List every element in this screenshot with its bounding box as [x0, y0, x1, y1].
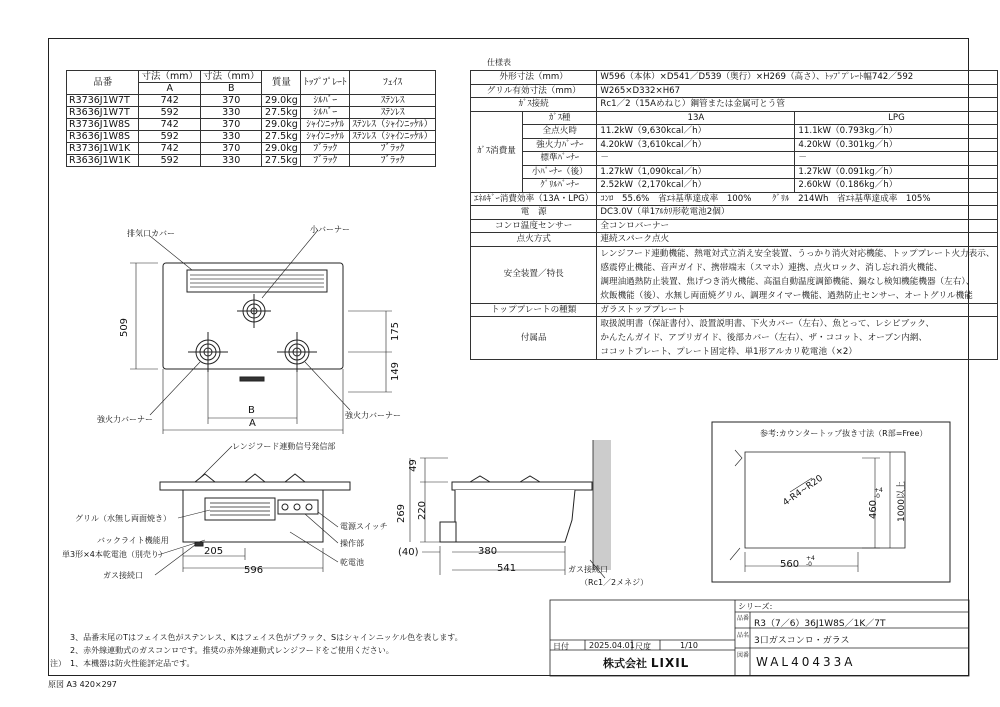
grill-label: グリル（水無し両面焼き）	[75, 514, 171, 523]
header-topplate: ﾄｯﾌﾟﾌﾟﾚｰﾄ	[301, 71, 350, 95]
break-mark	[735, 450, 742, 466]
mass-cell: 27.5kg	[262, 107, 301, 119]
dim-a-cell: 742	[139, 143, 201, 155]
power-value: DC3.0V（単1ｱﾙｶﾘ形乾電池2個）	[597, 206, 998, 220]
eff-grill-val: 214Wh	[798, 193, 829, 204]
control-indicator	[240, 377, 264, 381]
side-front-panel	[440, 522, 456, 542]
note-2: 2、赤外線連動式のガスコンロです。推奨の赤外線連動式レンジフードをご使用ください。	[70, 646, 394, 655]
topplate-cell: ｼｬｲﾝﾆｯｹﾙ	[301, 119, 350, 131]
company-name	[603, 655, 689, 671]
dim-a-cell: 592	[139, 155, 201, 167]
code-value: WAL40433A	[756, 655, 856, 669]
ignition-value: 連続スパーク点火	[597, 233, 998, 247]
topplate-cell: ﾌﾞﾗｯｸ	[301, 155, 350, 167]
topplate-value: ガラストッププレート	[597, 303, 998, 317]
side-body	[455, 490, 575, 542]
consumption-lpg: －	[795, 152, 998, 166]
cutout-height-tol: +4 -0	[874, 487, 883, 500]
grill-dim-value: W265×D332×H67	[597, 84, 998, 98]
consumption-13a: 4.20kW（3,610kcal／h）	[597, 138, 795, 152]
face-cell: ｽﾃﾝﾚｽ	[350, 95, 436, 107]
wall	[593, 440, 611, 570]
safety-line: 感震停止機能、音声ガイド、携帯端末（スマホ）連携、点火ロック、消し忘れ消火機能、	[600, 262, 943, 273]
sensor-label: コンロ温度センサー	[471, 219, 597, 233]
face-cell: ｽﾃﾝﾚｽ（ｼｬｲﾝﾆｯｹﾙ）	[350, 131, 436, 143]
scale-value: 1/10	[680, 641, 698, 650]
dim-a: A	[249, 418, 256, 429]
model-cell: R3736J1W7T	[67, 95, 139, 107]
face-cell: ﾌﾞﾗｯｸ	[350, 143, 436, 155]
efficiency-label: ｴﾈﾙｷﾞｰ消費効率（13A・LPG）	[471, 192, 597, 206]
date-label: 日付	[553, 642, 569, 651]
mass-cell: 29.0kg	[262, 95, 301, 107]
header-dim-a: 寸法（mm）	[139, 71, 201, 83]
dim-b-cell: 370	[200, 143, 262, 155]
subheader-a: A	[139, 83, 201, 95]
drawing-size: 原図 A3 420×297	[48, 680, 117, 689]
eff-grill: ｸﾞﾘﾙ	[772, 193, 790, 204]
subheader-b: B	[200, 83, 262, 95]
accessories-line: ココットプレート、プレート固定枠、単1形アルカリ乾電池（×2）	[600, 347, 857, 357]
note-3: 3、品番末尾のTはフェイス色がステンレス、Kはフェイス色がブラック、Sはシャインニッケル色を表します。	[70, 633, 463, 642]
notes-prefix: 注）	[50, 659, 66, 668]
cutout-width-tol: +4 -0	[806, 555, 815, 568]
gas-conn-label-front: ガス接続口	[103, 571, 143, 580]
grill-door	[205, 498, 275, 520]
control-label: 操作部	[340, 539, 364, 548]
dim-b-cell: 330	[200, 131, 262, 143]
battery-label: 乾電池	[340, 558, 364, 567]
consumption-row-name: 小ﾊﾞｰﾅｰ（後）	[523, 165, 597, 179]
power-label: 電 源	[471, 206, 597, 220]
topplate-cell: ｼﾙﾊﾞｰ	[301, 107, 350, 119]
accessories-line: かんたんガイド、アプリガイド、後部カバー（左右）、ザ・ココット、オーブン内網、	[600, 333, 928, 343]
company-label: 株式会社	[603, 657, 647, 670]
model-cell: R3736J1W1K	[67, 143, 139, 155]
face-cell: ｽﾃﾝﾚｽ	[350, 107, 436, 119]
dim-149: 149	[390, 361, 402, 382]
date-value: 2025.04.01	[589, 641, 635, 650]
series-label: シリーズ:	[738, 602, 773, 611]
strong-burner-right-label: 強火力バーナー	[345, 411, 401, 420]
consumption-lpg: 4.20kW（0.301kg／h）	[795, 138, 998, 152]
small-burner-label: 小バーナー	[310, 225, 350, 234]
countertop-view	[712, 422, 950, 582]
range-hood-label: レンジフード連動信号発信部	[232, 442, 336, 451]
accessories-label: 付属品	[471, 317, 597, 360]
mass-cell: 29.0kg	[262, 143, 301, 155]
accessories-line: 取扱説明書（保証書付）、設置説明書、下火カバー（左右）、魚とって、レシピブック、	[600, 319, 935, 329]
exhaust-cover-label: 排気口カバー	[127, 229, 175, 238]
exhaust-cover	[187, 270, 327, 292]
consumption-row-name: 標準ﾊﾞｰﾅｰ	[523, 152, 597, 166]
header-model: 品番	[67, 71, 139, 95]
header-mass: 質量	[262, 71, 301, 95]
consumption-13a: 1.27kW（1,090kcal／h）	[597, 165, 795, 179]
grill-dim-label: グリル有効寸法（mm）	[471, 84, 597, 98]
note-1: 1、本機器は防火性能評定品です。	[70, 659, 195, 668]
spec-title: 仕様表	[487, 58, 511, 67]
gas-type-label: ｶﾞｽ種	[523, 111, 597, 125]
ignition-label: 点火方式	[471, 233, 597, 247]
dim-a-cell: 592	[139, 107, 201, 119]
dim-b-cell: 330	[200, 155, 262, 167]
battery-note-label: 単3形×4本乾電池（別売り）	[62, 550, 167, 559]
header-dim-b: 寸法（mm）	[200, 71, 262, 83]
cutout-width: 560	[780, 559, 800, 570]
dim-40: (40)	[398, 547, 419, 558]
backlight-label: バックライト機能用	[97, 536, 169, 545]
dim-a-cell: 742	[139, 119, 201, 131]
safety-label: 安全装置／特長	[471, 246, 597, 303]
consumption-lpg: 2.60kW（0.186kg／h）	[795, 179, 998, 193]
topplate-cell: ｼﾙﾊﾞｰ	[301, 95, 350, 107]
dim-b-cell: 370	[200, 119, 262, 131]
strong-burner-left-label: 強火力バーナー	[97, 415, 153, 424]
outer-dim-label: 外形寸法（mm）	[471, 71, 597, 85]
dim-205: 205	[204, 546, 224, 557]
side-top-plate	[452, 482, 592, 490]
cutout-height: 460	[868, 499, 880, 520]
header-face: ﾌｪｲｽ	[350, 71, 436, 95]
side-rc-label: （Rc1／2メネジ）	[580, 578, 649, 587]
code-label: 図番	[737, 652, 750, 659]
name-value: 3口ガスコンロ・ガラス	[754, 636, 850, 646]
eff-grill-rate: 省ｴﾈ基準達成率 105%	[837, 193, 931, 204]
consumption-13a: 2.52kW（2,170kcal／h）	[597, 179, 795, 193]
dim-269: 269	[396, 503, 408, 524]
front-burners	[195, 474, 305, 482]
dim-380: 380	[478, 546, 498, 557]
dim-541: 541	[497, 563, 517, 574]
sensor-value: 全コンロバーナー	[597, 219, 998, 233]
break-mark	[730, 548, 740, 560]
eff-konro: ｺﾝﾛ	[600, 193, 614, 204]
top-view	[130, 230, 392, 434]
consumption-label: ｶﾞｽ消費量	[471, 111, 523, 192]
side-burners	[470, 476, 540, 482]
outer-dim-value: W596（本体）×D541／D539（奥行）×H269（高さ）、ﾄｯﾌﾟﾌﾟﾚｰﾄ幅742／592	[597, 71, 998, 85]
eff-konro-val: 55.6%	[622, 193, 650, 204]
gas-lpg: LPG	[795, 111, 998, 125]
dim-220: 220	[417, 500, 429, 521]
safety-line: 炊飯機能（後）、水無し両面焼グリル、調理タイマー機能、過熱防止センサー、オートグリル機能	[600, 290, 973, 301]
face-cell: ｽﾃﾝﾚｽ（ｼｬｲﾝﾆｯｹﾙ）	[350, 119, 436, 131]
consumption-lpg: 11.1kW（0.793kg／h）	[795, 125, 998, 139]
dim-b-cell: 330	[200, 107, 262, 119]
safety-line: レンジフード連動機能、熱電対式立消え安全装置、うっかり消火対応機能、トッププレート火力表示、	[600, 248, 995, 259]
consumption-row-name: 全点火時	[523, 125, 597, 139]
topplate-cell: ｼｬｲﾝﾆｯｹﾙ	[301, 131, 350, 143]
consumption-13a: －	[597, 152, 795, 166]
topplate-cell: ﾌﾞﾗｯｸ	[301, 143, 350, 155]
top-plate	[160, 482, 350, 490]
scale-label: 尺度	[635, 642, 651, 651]
model-value: R3（7／6）36J1W8S／1K／7T	[754, 619, 886, 629]
model-cell: R3636J1W7T	[67, 107, 139, 119]
model-label: 品番	[737, 615, 750, 622]
dim-b: B	[248, 405, 255, 416]
side-gas-conn-label: ガス接続口	[568, 565, 608, 574]
dim-175: 175	[390, 321, 402, 342]
model-cell: R3636J1W8S	[67, 131, 139, 143]
topplate-label: トッププレートの種類	[471, 303, 597, 317]
dim-509: 509	[119, 317, 131, 338]
model-cell: R3736J1W8S	[67, 119, 139, 131]
dim-a-cell: 742	[139, 95, 201, 107]
front-view	[155, 446, 350, 575]
gas-13a: 13A	[597, 111, 795, 125]
consumption-13a: 11.2kW（9,630kcal／h）	[597, 125, 795, 139]
dim-b-cell: 370	[200, 95, 262, 107]
safety-line: 調理油過熱防止装置、焦げつき消火機能、高温自動温度調節機能、鍋なし検知機能機器（左右）、	[600, 276, 975, 287]
eff-konro-rate: 省ｴﾈ基準達成率 100%	[658, 193, 752, 204]
mass-cell: 27.5kg	[262, 155, 301, 167]
face-cell: ﾌﾞﾗｯｸ	[350, 155, 436, 167]
corner-radius-label: 4-R4~R20	[781, 473, 825, 509]
gas-conn-label: ｶﾞｽ接続	[471, 98, 597, 112]
dim-49: 49	[407, 459, 419, 472]
name-label: 品名	[737, 632, 750, 639]
mass-cell: 27.5kg	[262, 131, 301, 143]
gas-conn-value: Rc1／2（15Aめねじ）鋼管または金属可とう管	[597, 98, 998, 112]
model-cell: R3636J1W1K	[67, 155, 139, 167]
brand-logo: LIXIL	[650, 656, 690, 670]
dim-a-cell: 592	[139, 131, 201, 143]
cutout-outline	[745, 452, 905, 548]
cutout-max: 1000以上	[896, 481, 907, 522]
dim-596: 596	[244, 565, 264, 576]
countertop-title: 参考:カウンタートップ抜き寸法（R部=Free）	[760, 429, 928, 438]
power-switch-label: 電源スイッチ	[340, 522, 388, 531]
consumption-lpg: 1.27kW（0.091kg／h）	[795, 165, 998, 179]
consumption-row-name: ｸﾞﾘﾙﾊﾞｰﾅｰ	[523, 179, 597, 193]
mass-cell: 29.0kg	[262, 119, 301, 131]
consumption-row-name: 強火力ﾊﾞｰﾅｰ	[523, 138, 597, 152]
